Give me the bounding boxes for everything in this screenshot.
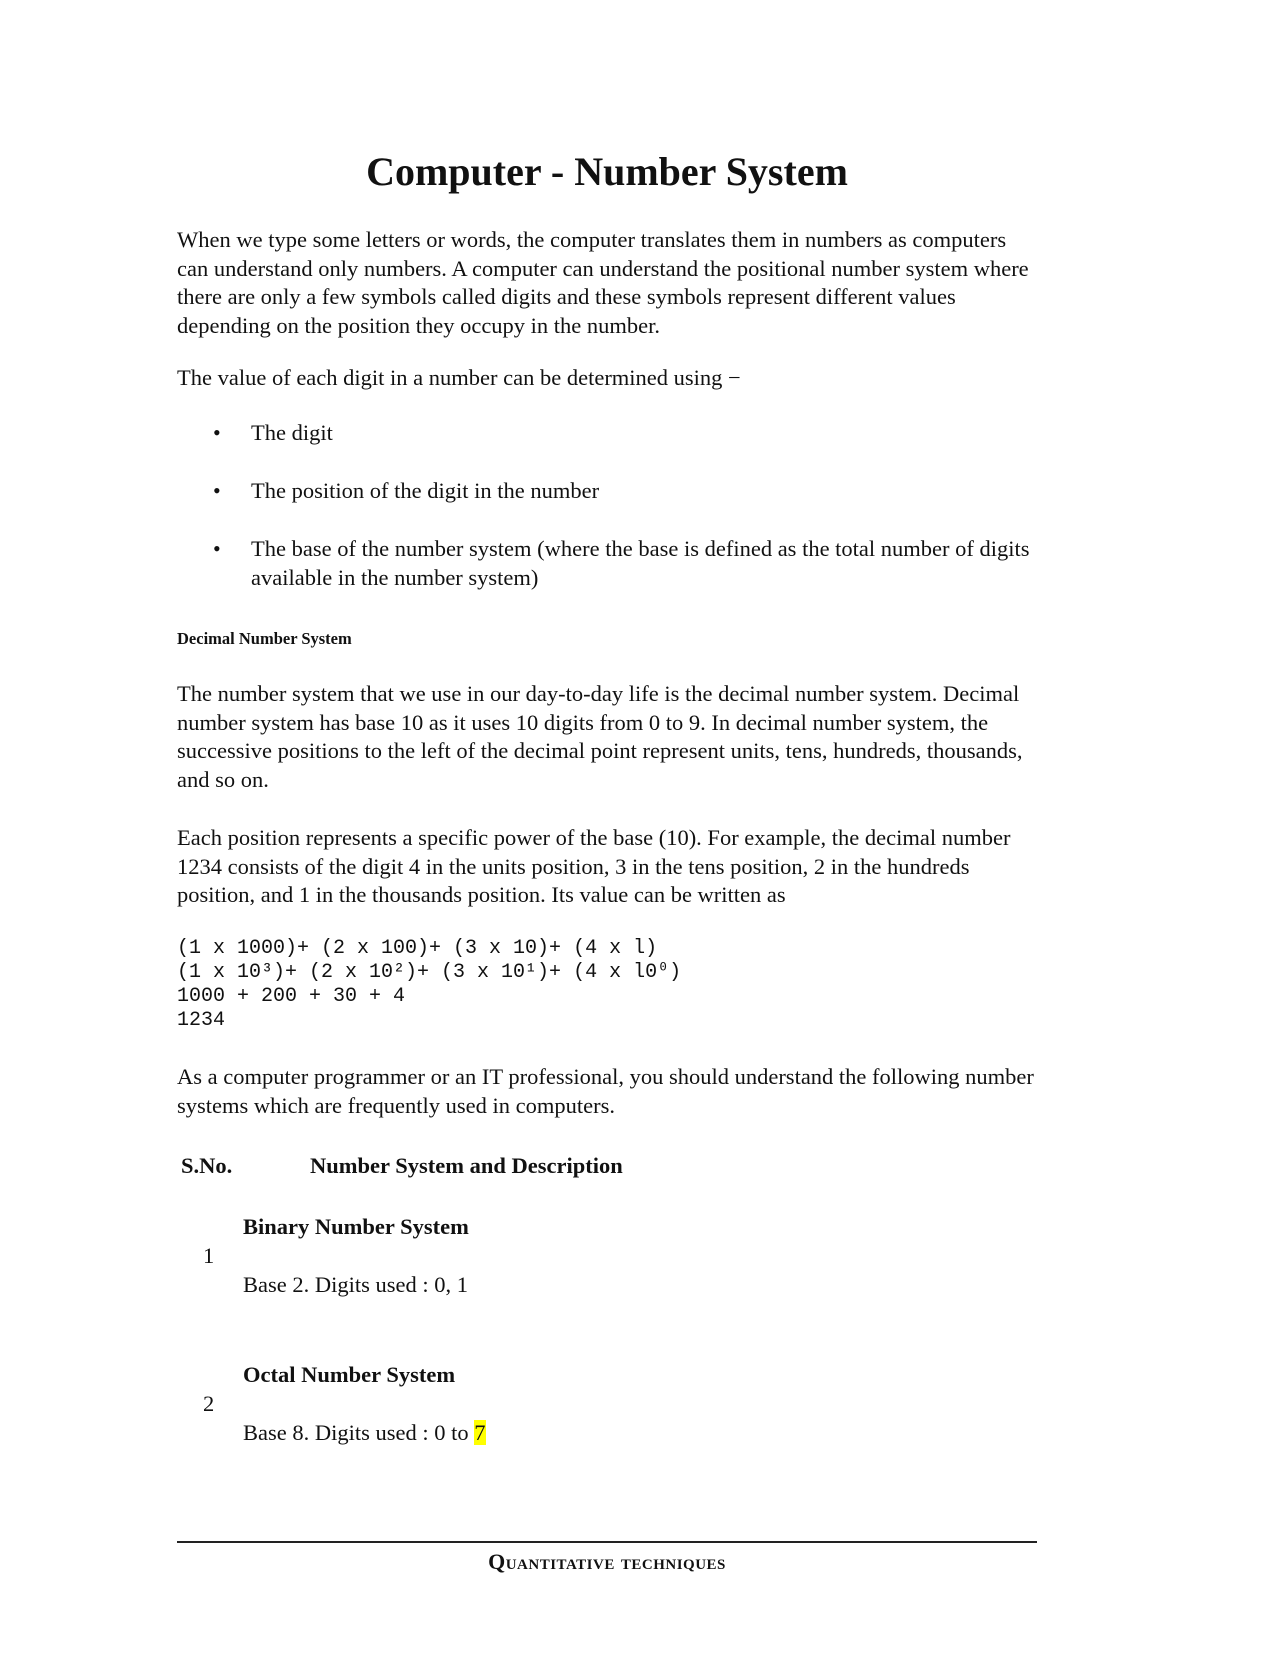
row-name: Binary Number System [243,1214,469,1239]
programmer-paragraph: As a computer programmer or an IT professional, you should understand the following number systems which are frequently used in computers. [177,1064,1034,1118]
row-number: 1 [203,1243,215,1268]
code-line: 1234 [177,1009,226,1032]
bullet-icon: • [213,536,221,561]
bullet-icon: • [213,478,221,503]
footer-divider [177,1541,1037,1543]
code-line: (1 x 10³)+ (2 x 10²)+ (3 x 10¹)+ (4 x l0⁰) [177,961,682,984]
header-description: Number System and Description [310,1153,623,1178]
code-line: 1000 + 200 + 30 + 4 [177,985,406,1008]
row-description: Base 2. Digits used : 0, 1 [243,1272,468,1297]
footer-title: Quantitative techniques [488,1549,726,1574]
header-sno: S.No. [181,1153,233,1178]
highlighted-text: 7 [474,1420,486,1445]
intro-paragraph: When we type some letters or words, the computer translates them in numbers as computers can understand only numbers. A computer can understand the positional number system where there are only a few symbols called digits and these symbols represent different values depending on the position they occupy in the number. [177,227,1029,338]
row-description: Base 8. Digits used : 0 to 7 [243,1420,486,1445]
bullet-icon: • [213,420,221,445]
row-number: 2 [203,1391,215,1416]
page-title: Computer - Number System [366,149,848,194]
row-name: Octal Number System [243,1362,456,1387]
example-paragraph: Each position represents a specific power of the base (10). For example, the decimal number 1234 consists of the digit 4 in the units position, 3 in the tens position, 2 in the hundreds position, and 1 in the thousands position. Its value can be written as [177,825,1011,907]
expansion-code-block [177,937,681,1033]
decimal-paragraph: The number system that we use in our day-to-day life is the decimal number system. Decimal number system has base 10 as it uses 10 digits from 0 to 9. In decimal number system, the successive positions to the left of the decimal point represent units, tens, hundreds, thousands, and so on. [177,681,1023,792]
value-intro: The value of each digit in a number can be determined using − [177,365,741,390]
decimal-heading: Decimal Number System [177,629,352,648]
code-line: (1 x 1000)+ (2 x 100)+ (3 x 10)+ (4 x l) [177,937,658,960]
